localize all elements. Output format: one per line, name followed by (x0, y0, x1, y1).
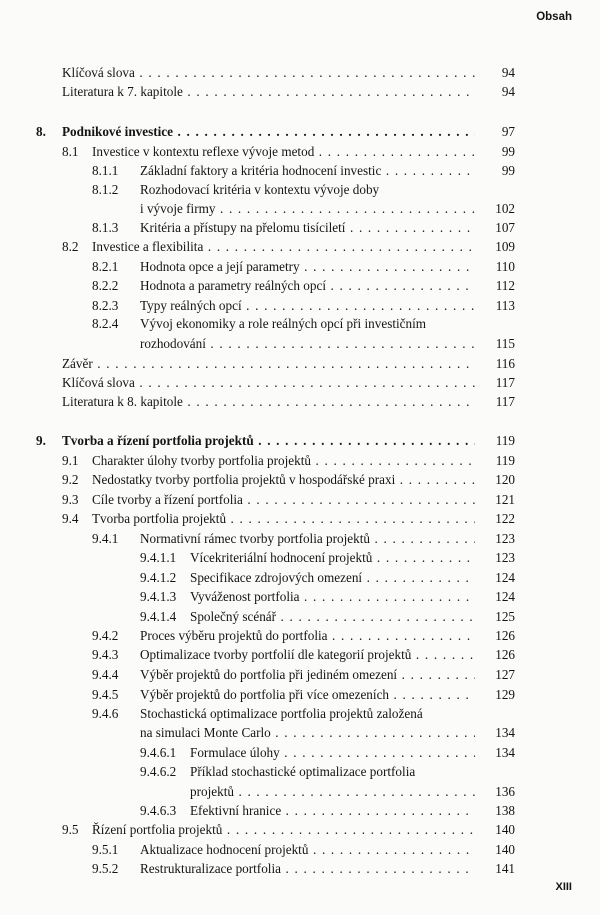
toc-entry (0, 276, 600, 296)
toc-entry-number: 9.4.6.3 (140, 803, 177, 818)
toc-entry-page: 124 (475, 568, 515, 588)
toc-entry (0, 296, 600, 316)
toc-entry-page: 99 (475, 142, 515, 162)
toc-entry (0, 392, 600, 412)
toc-entry (0, 142, 600, 162)
toc-entry-page: 138 (475, 801, 515, 821)
toc-entry-number: 8.2.2 (92, 278, 119, 293)
toc-entry (0, 180, 600, 200)
toc-entry-page: 140 (475, 820, 515, 840)
toc-entry-page: 99 (475, 161, 515, 181)
toc-entry (0, 762, 600, 782)
toc-entry (0, 199, 600, 219)
toc-entry-title: Klíčová slova . . . (62, 375, 514, 390)
toc-entry-page: 110 (475, 257, 515, 277)
toc-entry-number: 8.2.1 (92, 259, 119, 274)
toc-entry-number: 9.1 (62, 453, 79, 468)
toc-entry-title: rozhodování . . . (140, 336, 514, 351)
toc-entry-number: 9.4.6.2 (140, 764, 177, 779)
toc-entry-number: 9.4 (62, 511, 79, 526)
toc-entry-number: 9.4.5 (92, 687, 119, 702)
toc-entry-title: Vyváženost portfolia . . . (190, 589, 514, 604)
toc-entry-page: 123 (475, 529, 515, 549)
toc-entry-title: Vývoj ekonomiky a role reálných opcí při investičním (140, 316, 427, 331)
toc-entry-page: 113 (475, 296, 515, 316)
toc-entry (0, 859, 600, 879)
toc-entry (0, 314, 600, 334)
toc-entry-title: Normativní rámec tvorby portfolia projektů . . . (140, 531, 514, 546)
toc-entry-number: 9.4.1.1 (140, 550, 177, 565)
toc-entry-number: 8.2.4 (92, 316, 119, 331)
toc-entry-page: 124 (475, 587, 515, 607)
toc-entry-title: Kritéria a přístupy na přelomu tisíciletí . . . (140, 220, 514, 235)
toc-entry-number: 9.3 (62, 492, 79, 507)
toc-entry-title: Vícekriteriální hodnocení projektů . . . (190, 550, 514, 565)
toc-entry-page: 94 (475, 63, 515, 83)
toc-entry-title: Optimalizace tvorby portfolií dle kategorií projektů . . . (140, 647, 514, 662)
toc-entry (0, 820, 600, 840)
toc-entry-number: 8.2 (62, 239, 79, 254)
toc-entry-title: Formulace úlohy . . . (190, 745, 514, 760)
toc-entry-title: Cíle tvorby a řízení portfolia . . . (92, 492, 514, 507)
toc-entry (0, 548, 600, 568)
toc-entry (0, 257, 600, 277)
toc-entry-page: 134 (475, 743, 515, 763)
toc-entry (0, 334, 600, 354)
toc-entry-number: 9.4.2 (92, 628, 119, 643)
toc-entry-title: projektů . . . (190, 784, 514, 799)
toc-entry-number: 9.5 (62, 822, 79, 837)
toc-entry-page: 136 (475, 782, 515, 802)
toc-entry-page: 126 (475, 645, 515, 665)
toc-entry (0, 82, 600, 102)
toc-entry-page: 109 (475, 237, 515, 257)
toc-entry-page: 140 (475, 840, 515, 860)
toc-entry-title: na simulaci Monte Carlo . . . (140, 725, 514, 740)
page-number: XIII (555, 881, 572, 893)
toc-entry-title: Specifikace zdrojových omezení . . . (190, 570, 514, 585)
toc-entry (0, 801, 600, 821)
toc-entry (0, 723, 600, 743)
toc-entry-title: Restrukturalizace portfolia . . . (140, 861, 514, 876)
toc-entry-title: Rozhodovací kritéria v kontextu vývoje doby (140, 182, 380, 197)
toc-entry-page: 119 (475, 451, 515, 471)
toc-entry (0, 451, 600, 471)
toc-entry-title: Stochastická optimalizace portfolia projektů založená (140, 706, 423, 721)
toc-entry-page: 107 (475, 218, 515, 238)
toc-entry-title: Tvorba portfolia projektů . . . (92, 511, 514, 526)
toc-entry-page: 121 (475, 490, 515, 510)
toc-entry-page: 94 (475, 82, 515, 102)
toc-entry-title: i vývoje firmy . . . (140, 201, 514, 216)
toc-entry-page: 117 (475, 392, 515, 412)
toc-entry-title: Příklad stochastické optimalizace portfolia (190, 764, 416, 779)
toc-entry-page: 127 (475, 665, 515, 685)
toc-entry (0, 645, 600, 665)
toc-entry-title: Klíčová slova . . . (62, 65, 514, 80)
toc-entry-page: 134 (475, 723, 515, 743)
toc-entry-title: Podnikové investice . . . (62, 124, 514, 139)
toc-entry-title: Závěr . . . (62, 356, 514, 371)
toc-entry-number: 9.4.1.3 (140, 589, 177, 604)
toc-entry-number: 9.4.6 (92, 706, 119, 721)
toc-entry-title: Investice v kontextu reflexe vývoje metod . . . (92, 144, 514, 159)
toc-entry-number: 9.5.2 (92, 861, 119, 876)
toc-entry-title: Společný scénář . . . (190, 609, 514, 624)
running-header: Obsah (536, 11, 572, 23)
toc-entry (0, 63, 600, 83)
toc-entry-page: 115 (475, 334, 515, 354)
toc-entry (0, 470, 600, 490)
toc-entry (0, 161, 600, 181)
toc-entry (0, 743, 600, 763)
toc-entry-number: 9.2 (62, 472, 79, 487)
toc-entry-page: 119 (475, 431, 515, 451)
toc-entry-title: Proces výběru projektů do portfolia . . . (140, 628, 514, 643)
toc-entry (0, 509, 600, 529)
toc-entry-page: 112 (475, 276, 515, 296)
toc-entry-number: 8.1.1 (92, 163, 119, 178)
toc-entry-title: Efektivní hranice . . . (190, 803, 514, 818)
toc-entry-number: 8.2.3 (92, 298, 119, 313)
toc-entry-title: Aktualizace hodnocení projektů . . . (140, 842, 514, 857)
toc-entry-title: Tvorba a řízení portfolia projektů . . . (62, 433, 514, 448)
toc-entry (0, 685, 600, 705)
toc-entry (0, 373, 600, 393)
toc-entry-number: 8. (36, 124, 46, 139)
toc-entry-page: 117 (475, 373, 515, 393)
toc-entry-title: Výběr projektů do portfolia při více omezeních . . . (140, 687, 514, 702)
toc-entry (0, 607, 600, 627)
toc-entry (0, 568, 600, 588)
toc-entry-title: Literatura k 7. kapitole . . . (62, 84, 514, 99)
toc-entry-title: Charakter úlohy tvorby portfolia projektů . . . (92, 453, 514, 468)
toc-entry-number: 9.4.1.4 (140, 609, 177, 624)
toc-entry-title: Typy reálných opcí . . . (140, 298, 514, 313)
toc-entry-page: 141 (475, 859, 515, 879)
toc-entry (0, 490, 600, 510)
toc-entry-number: 9.4.1.2 (140, 570, 177, 585)
toc-entry (0, 626, 600, 646)
toc-entry-page: 122 (475, 509, 515, 529)
toc-entry-title: Nedostatky tvorby portfolia projektů v hospodářské praxi . . . (92, 472, 514, 487)
toc-entry-title: Literatura k 8. kapitole . . . (62, 394, 514, 409)
toc-entry-title: Hodnota opce a její parametry . . . (140, 259, 514, 274)
toc-entry-number: 9.4.6.1 (140, 745, 177, 760)
toc-entry (0, 218, 600, 238)
toc-entry (0, 587, 600, 607)
toc-entry (0, 704, 600, 724)
toc-entry (0, 840, 600, 860)
toc-entry (0, 529, 600, 549)
toc-entry-title: Řízení portfolia projektů . . . (92, 822, 514, 837)
toc-entry-page: 116 (475, 354, 515, 374)
toc-entry-title: Výběr projektů do portfolia při jediném omezení . . . (140, 667, 514, 682)
toc-entry-page: 126 (475, 626, 515, 646)
toc-entry-page: 120 (475, 470, 515, 490)
toc-entry-number: 8.1.2 (92, 182, 119, 197)
toc-entry (0, 665, 600, 685)
toc-entry-page: 102 (475, 199, 515, 219)
toc-entry-number: 9. (36, 433, 46, 448)
toc-entry-number: 9.5.1 (92, 842, 119, 857)
toc-entry-page: 123 (475, 548, 515, 568)
toc-entry-number: 8.1.3 (92, 220, 119, 235)
toc-entry-number: 8.1 (62, 144, 79, 159)
toc-entry-title: Investice a flexibilita . . . (92, 239, 514, 254)
toc-entry-title: Hodnota a parametry reálných opcí . . . (140, 278, 514, 293)
toc-entry-title: Základní faktory a kritéria hodnocení investic . . . (140, 163, 514, 178)
toc-entry (0, 782, 600, 802)
toc-entry (0, 431, 600, 451)
toc-entry-number: 9.4.4 (92, 667, 119, 682)
toc-entry-number: 9.4.1 (92, 531, 119, 546)
toc-entry (0, 237, 600, 257)
toc-entry-page: 125 (475, 607, 515, 627)
toc-entry-number: 9.4.3 (92, 647, 119, 662)
toc-entry (0, 122, 600, 142)
toc-entry-page: 97 (475, 122, 515, 142)
toc-entry (0, 354, 600, 374)
toc-entry-page: 129 (475, 685, 515, 705)
